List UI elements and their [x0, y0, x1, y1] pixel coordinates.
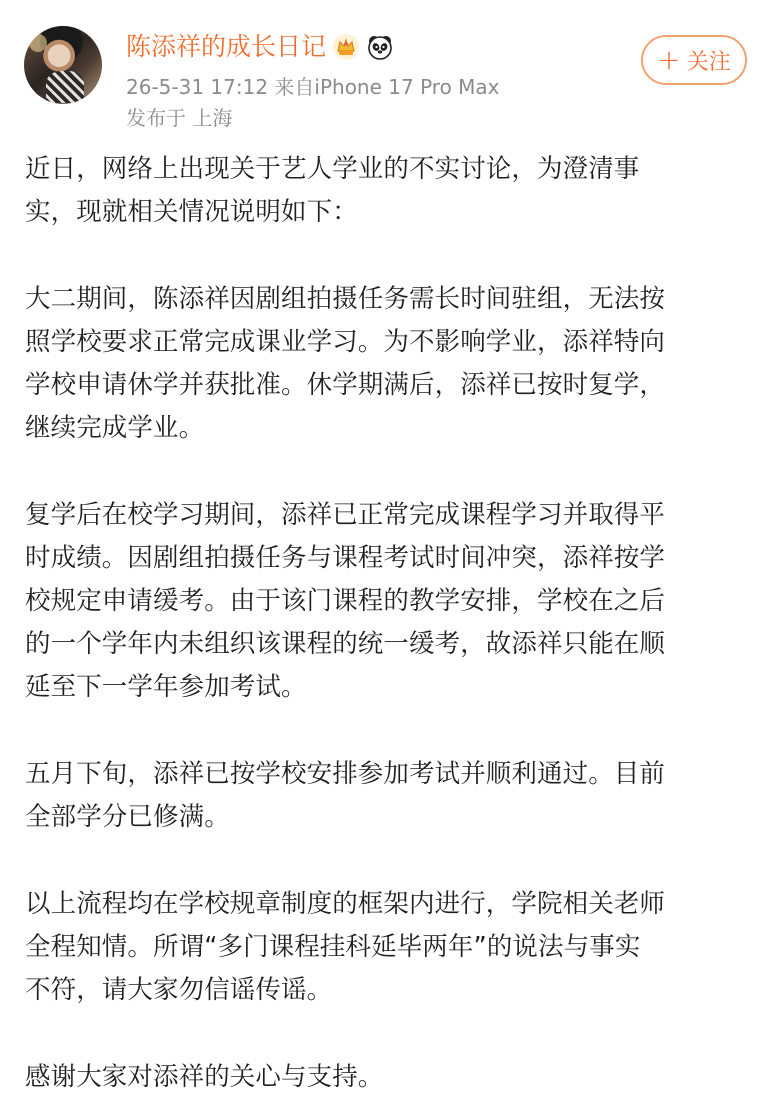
crown-icon — [332, 33, 360, 61]
paragraph-line: 复学后在校学习期间，添祥已正常完成课程学习并取得平 — [25, 500, 666, 530]
paragraph-line: 学校申请休学并获批准。休学期满后，添祥已按时复学， — [25, 370, 666, 400]
paragraph-line: 的一个学年内未组织该课程的统一缓考，故添祥只能在顺 — [25, 629, 666, 659]
paragraph-line: 以上流程均在学校规章制度的框架内进行，学院相关老师 — [25, 889, 666, 919]
paragraph-line: 大二期间，陈添祥因剧组拍摄任务需长时间驻组，无法按 — [25, 284, 666, 314]
paragraph-line: 时成绩。因剧组拍摄任务与课程考试时间冲突，添祥按学 — [25, 543, 666, 573]
post-paragraph — [25, 883, 747, 1012]
paragraph-line: 感谢大家对添祥的关心与支持。 — [25, 1062, 384, 1092]
post-paragraph — [25, 278, 747, 450]
post-header — [0, 0, 772, 140]
panda-icon — [366, 33, 394, 61]
paragraph-line: 继续完成学业。 — [25, 413, 205, 443]
post-location: 发布于 上海 — [126, 106, 233, 130]
post-paragraph — [25, 1056, 747, 1099]
avatar[interactable] — [24, 26, 102, 104]
plus-icon: + — [657, 43, 681, 76]
paragraph-line: 五月下旬，添祥已按学校安排参加考试并顺利通过。目前 — [25, 759, 666, 789]
paragraph-line: 延至下一学年参加考试。 — [25, 672, 307, 702]
post-paragraph — [25, 753, 747, 839]
paragraph-line: 实，现就相关情况说明如下： — [25, 197, 358, 227]
author-name[interactable]: 陈添祥的成长日记 — [126, 32, 327, 61]
post-paragraph — [25, 494, 747, 709]
paragraph-line: 照学校要求正常完成课业学习。为不影响学业，添祥特向 — [25, 327, 666, 357]
post-paragraph — [25, 148, 747, 234]
paragraph-line: 全程知情。所谓“多门课程挂科延毕两年”的说法与事实 — [25, 932, 641, 962]
paragraph-line: 近日，网络上出现关于艺人学业的不实讨论，为澄清事 — [25, 154, 640, 184]
paragraph-line: 校规定申请缓考。由于该门课程的教学安排，学校在之后 — [25, 586, 666, 616]
follow-label: 关注 — [686, 49, 731, 75]
author-row — [126, 28, 394, 66]
paragraph-line: 全部学分已修满。 — [25, 802, 230, 832]
paragraph-line: 不符，请大家勿信谣传谣。 — [25, 975, 333, 1005]
post-meta: 26-5-31 17:12 来自iPhone 17 Pro Max — [126, 75, 500, 99]
post-content — [25, 148, 747, 1099]
follow-button[interactable] — [641, 35, 747, 85]
